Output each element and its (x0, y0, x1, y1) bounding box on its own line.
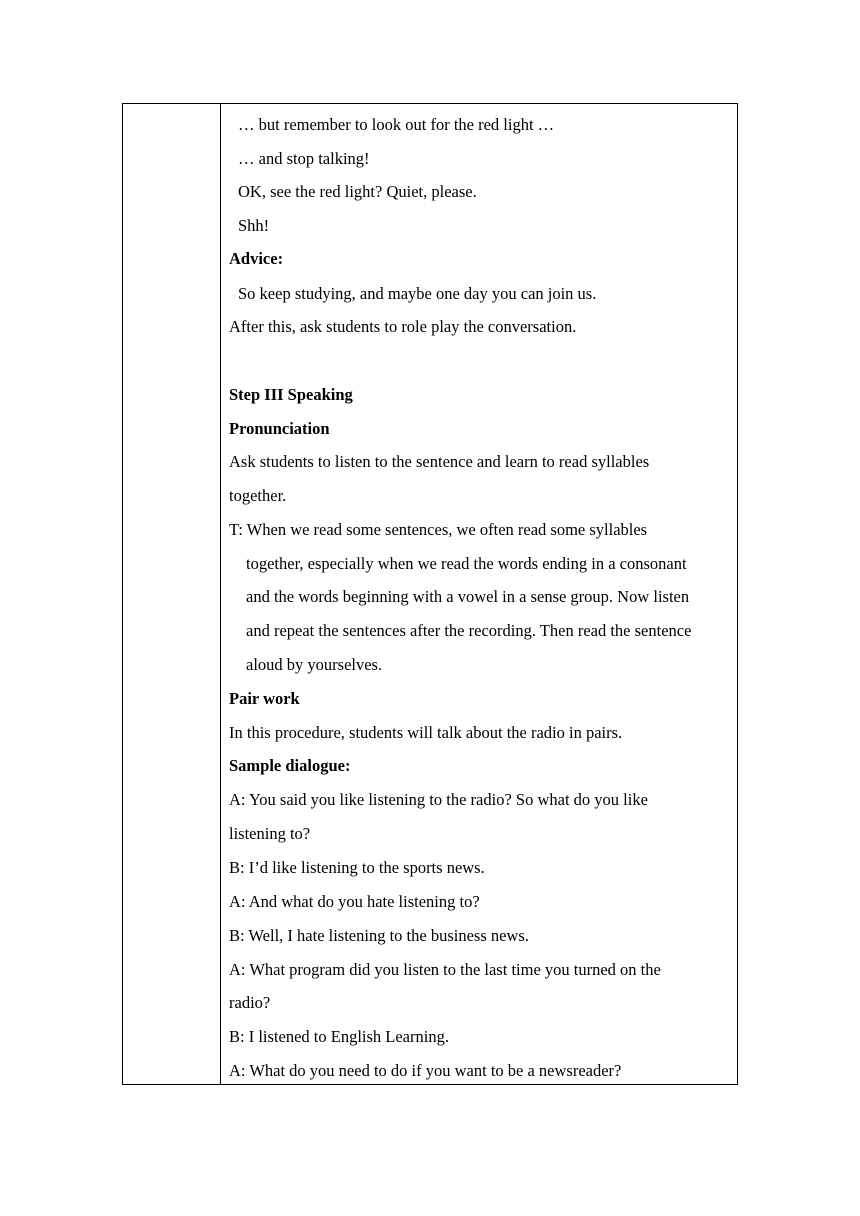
sample-dialogue-heading: Sample dialogue: (229, 756, 351, 775)
table-right-cell (222, 104, 737, 1084)
dialogue-line: Shh! (238, 216, 270, 235)
teacher-line: aloud by yourselves. (246, 655, 383, 674)
advice-heading: Advice: (229, 249, 284, 268)
teacher-line: and the words beginning with a vowel in a sense group. Now listen (246, 587, 690, 606)
paragraph-line: In this procedure, students will talk about the radio in pairs. (229, 723, 623, 742)
dialogue-line: A: And what do you hate listening to? (229, 892, 480, 911)
pronunciation-heading: Pronunciation (229, 419, 330, 438)
dialogue-line: … but remember to look out for the red light … (238, 115, 555, 134)
dialogue-line: B: I’d like listening to the sports news. (229, 858, 485, 877)
table-left-cell (123, 104, 221, 1084)
instruction-line: After this, ask students to role play the conversation. (229, 317, 577, 336)
pair-work-heading: Pair work (229, 689, 300, 708)
dialogue-line: radio? (229, 993, 271, 1012)
lesson-table (122, 103, 738, 1085)
dialogue-line: OK, see the red light? Quiet, please. (238, 182, 477, 201)
teacher-line: and repeat the sentences after the recording. Then read the sentence (246, 621, 692, 640)
paragraph-line: Ask students to listen to the sentence and learn to read syllables (229, 452, 650, 471)
teacher-line: T: When we read some sentences, we often read some syllables (229, 520, 648, 539)
dialogue-line: listening to? (229, 824, 311, 843)
dialogue-line: B: Well, I hate listening to the business news. (229, 926, 529, 945)
dialogue-line: … and stop talking! (238, 149, 370, 168)
paragraph-line: together. (229, 486, 287, 505)
step-heading: Step III Speaking (229, 385, 353, 404)
dialogue-line: B: I listened to English Learning. (229, 1027, 449, 1046)
dialogue-line: A: You said you like listening to the radio? So what do you like (229, 790, 648, 809)
teacher-line: together, especially when we read the words ending in a consonant (246, 554, 687, 573)
dialogue-line: A: What program did you listen to the last time you turned on the (229, 960, 661, 979)
dialogue-line: A: What do you need to do if you want to be a newsreader? (229, 1061, 622, 1080)
advice-line: So keep studying, and maybe one day you can join us. (238, 284, 597, 303)
